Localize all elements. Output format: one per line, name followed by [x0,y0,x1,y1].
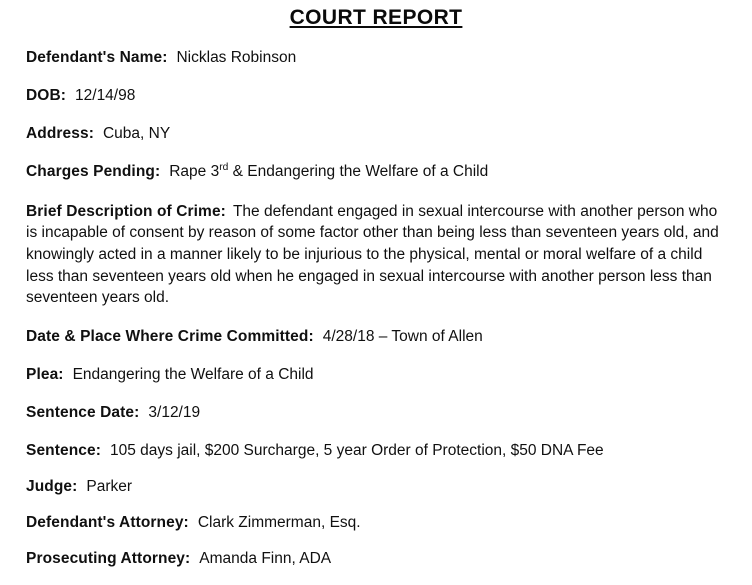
field-value: Parker [86,477,133,495]
field-value: 3/12/19 [148,403,201,421]
field-label: Judge: [26,477,78,495]
field-value: 12/14/98 [75,86,136,104]
field-value: Cuba, NY [102,124,171,142]
field-sentence [26,442,726,461]
field-address [26,125,726,144]
field-defendant-attorney [26,514,726,533]
field-value: 4/28/18 – Town of Allen [322,328,483,346]
charge-rest: & Endangering the Welfare of a Child [228,162,489,180]
field-label: Address: [26,124,94,142]
field-date-place [26,328,726,347]
court-report-page [0,6,752,585]
field-label: Plea: [26,365,64,383]
field-dob [26,87,726,106]
field-label: Sentence Date: [26,403,140,421]
field-sentence-date [26,404,726,423]
field-label: Prosecuting Attorney: [26,549,191,567]
field-plea [26,366,726,385]
field-judge [26,478,726,497]
field-defendant-name [26,49,726,68]
field-label: Sentence: [26,441,101,459]
field-label: Date & Place Where Crime Committed: [26,328,314,346]
page-title: COURT REPORT [289,6,463,29]
field-brief-description [26,201,726,309]
field-label: Defendant's Name: [26,49,168,66]
field-value [169,163,488,180]
field-value: Nicklas Robinson [176,49,297,66]
field-value: Clark Zimmerman, Esq. [197,513,361,531]
charge-main: Rape 3 [169,162,220,180]
field-value: The defendant engaged in sexual intercourse with another person who is incapable of consent by reason of some factor other than being less than seventeen years old, and knowingly acted in a manner likely to be injurious to the physical, mental or moral welfare of a child less than seventeen years old when he engaged in sexual intercourse with another person less than seventeen years old. [26,202,719,307]
field-label: Charges Pending: [26,162,161,180]
field-value: 105 days jail, $200 Surcharge, 5 year Order of Protection, $50 DNA Fee [109,441,604,459]
field-prosecuting-attorney [26,550,726,569]
charge-ordinal-suffix: rd [219,161,229,173]
field-label: Defendant's Attorney: [26,513,189,531]
field-value: Endangering the Welfare of a Child [72,365,314,383]
field-value: Amanda Finn, ADA [199,549,332,567]
field-charges-pending [26,163,726,182]
field-label: Brief Description of Crime: [26,202,226,220]
field-label: DOB: [26,86,67,104]
